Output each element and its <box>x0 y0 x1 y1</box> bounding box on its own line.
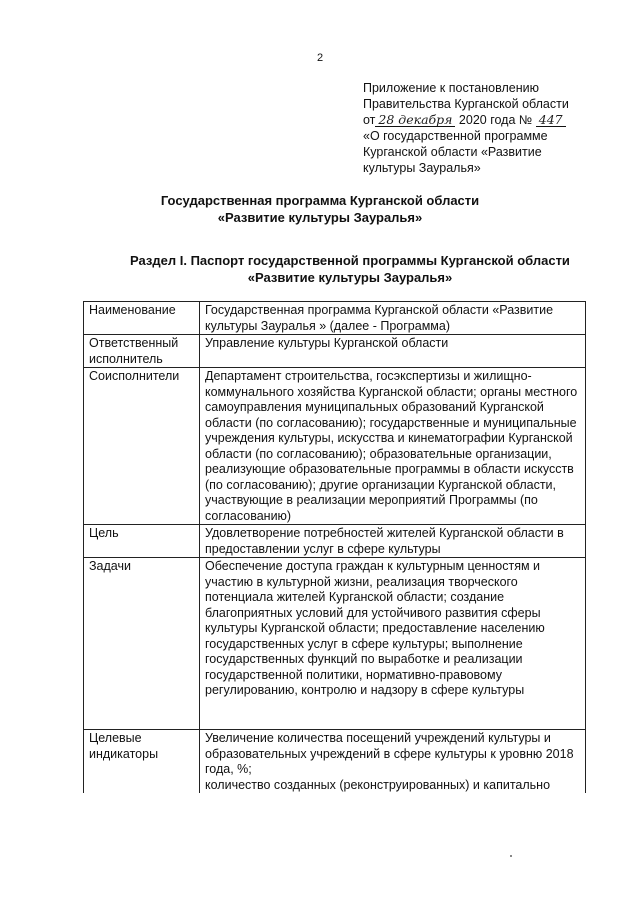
handwritten-date: 28 декабря <box>375 113 455 127</box>
appendix-line-2: Правительства Курганской области <box>363 97 569 111</box>
date-prefix: от <box>363 113 376 127</box>
row-value: Увеличение количества посещений учреждений культуры и образовательных учреждений в сфере культуры к уровню 2018 года, %; количество созданных (реконструированных) и капитально <box>200 730 586 794</box>
appendix-line-4: «О государственной программе <box>363 129 548 143</box>
scan-speck <box>510 855 512 857</box>
row-value: Обеспечение доступа граждан к культурным ценностям и участию в культурной жизни, реализация творческого потенциала жителей Курганской области; создание благоприятных условий для устойчивого развития сферы культуры Курганской области; предоставление населению государственных услуг в сфере культуры; выполнение государственных функций по выработке и реализации государственной политики, нормативно-правовому регулированию, контролю и надзору в сфере культуры <box>200 558 586 730</box>
program-title-line-1: Государственная программа Курганской области <box>160 193 480 208</box>
appendix-date-line <box>363 112 623 128</box>
row-label: Ответственный исполнитель <box>84 335 200 368</box>
row-value: Управление культуры Курганской области <box>200 335 586 368</box>
appendix-line-6: культуры Зауралья» <box>363 161 481 175</box>
passport-table <box>83 301 586 793</box>
handwritten-number: 447 <box>536 113 566 127</box>
section-title-line-1: Раздел I. Паспорт государственной программы Курганской области <box>130 253 570 268</box>
page-number: 2 <box>316 52 324 64</box>
table-row <box>84 730 586 794</box>
section-title <box>0 252 640 286</box>
table-row <box>84 302 586 335</box>
appendix-header <box>363 80 623 176</box>
row-value: Удовлетворение потребностей жителей Курганской области в предоставлении услуг в сфере культуры <box>200 525 586 558</box>
row-label: Цель <box>84 525 200 558</box>
row-label: Задачи <box>84 558 200 730</box>
table-row <box>84 335 586 368</box>
appendix-line-5: Курганской области «Развитие <box>363 145 542 159</box>
date-suffix: 2020 года № <box>458 113 533 127</box>
table-row <box>84 368 586 525</box>
row-label: Целевые индикаторы <box>84 730 200 794</box>
table-row <box>84 558 586 730</box>
row-label: Наименование <box>84 302 200 335</box>
appendix-line-1: Приложение к постановлению <box>363 81 539 95</box>
table-row <box>84 525 586 558</box>
section-title-line-2: «Развитие культуры Зауралья» <box>247 270 453 285</box>
row-label: Соисполнители <box>84 368 200 525</box>
program-title-line-2: «Развитие культуры Зауралья» <box>217 210 423 225</box>
row-value: Департамент строительства, госэкспертизы и жилищно-коммунального хозяйства Курганской области; органы местного самоуправления муниципальных образований Курганской области (по согласованию); государственные и муниципальные учреждения культуры, искусства и кинематографии Курганской области (по согласованию); образовательные организации, реализующие образовательные программы в области искусств (по согласованию); другие организации Курганской области, участвующие в реализации мероприятий Программы (по согласованию) <box>200 368 586 525</box>
row-value: Государственная программа Курганской области «Развитие культуры Зауралья » (далее - Программа) <box>200 302 586 335</box>
program-title <box>0 192 640 226</box>
